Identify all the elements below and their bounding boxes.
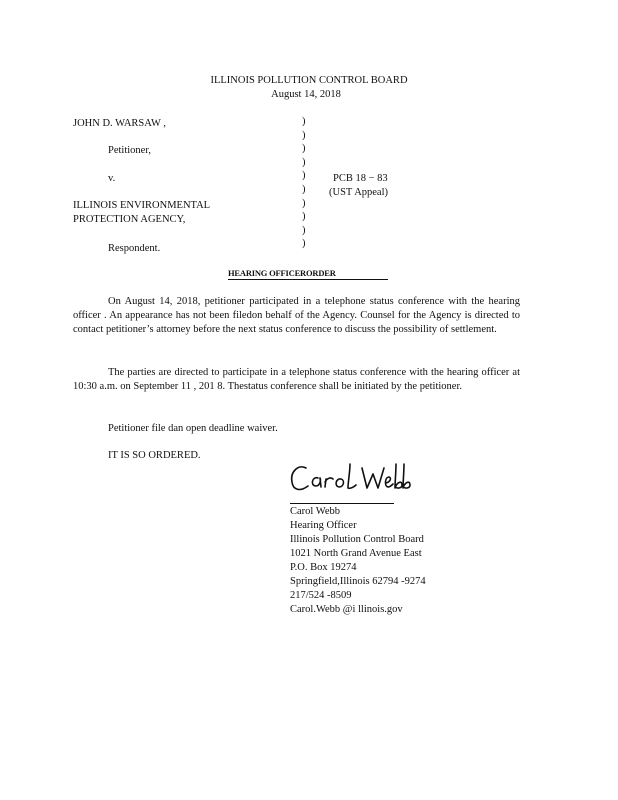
signer-po-box: P.O. Box 19274	[290, 562, 357, 573]
signer-title: Hearing Officer	[290, 520, 357, 531]
document-date: August 14, 2018	[271, 89, 341, 100]
petitioner-role: Petitioner,	[108, 145, 152, 156]
versus-label: v.	[108, 173, 116, 184]
signer-organization: Illinois Pollution Control Board	[290, 534, 424, 545]
so-ordered: IT IS SO ORDERED.	[108, 450, 201, 461]
case-type: (UST Appeal)	[329, 187, 389, 198]
respondent-name-line-2: PROTECTION AGENCY,	[73, 214, 186, 225]
order-title: HEARING OFFICERORDER	[228, 268, 388, 280]
signature-block	[290, 505, 426, 617]
paragraph-1-text: On August 14, 2018, petitioner participated in a telephone status conference with the hearing officer . An appearance has not been filedon behalf of the Agency. Counsel for the Agency is directed to contact petitioner’s attorney before the next status conference to discuss the possibility of settlement.	[73, 296, 520, 335]
handwritten-signature	[284, 458, 414, 500]
paragraph-3: Petitioner file dan open deadline waiver.	[108, 423, 278, 434]
signer-email: Carol.Webb @i llinois.gov	[290, 604, 403, 615]
signature-line	[290, 503, 394, 504]
petitioner-name: JOHN D. WARSAW ,	[73, 118, 166, 129]
board-heading: ILLINOIS POLLUTION CONTROL BOARD	[210, 75, 408, 86]
paragraph-1	[73, 295, 520, 337]
respondent-role: Respondent.	[108, 243, 161, 254]
paragraph-2-text: The parties are directed to participate in a telephone status conference with the hearing officer at 10:30 a.m. on September 11 , 201 8. Thestatus conference shall be initiated by the petitioner.	[73, 367, 520, 392]
signer-phone: 217/524 -8509	[290, 590, 352, 601]
case-number: PCB 18 − 83	[333, 173, 388, 184]
paragraph-2	[73, 366, 520, 394]
respondent-name-line-1: ILLINOIS ENVIRONMENTAL	[73, 200, 211, 211]
signer-city: Springfield,Illinois 62794 -9274	[290, 576, 426, 587]
signer-street-address: 1021 North Grand Avenue East	[290, 548, 422, 559]
signer-name: Carol Webb	[290, 506, 340, 517]
caption-parentheses: ) ) ) ) ) ) ) ) ) )	[302, 116, 306, 250]
